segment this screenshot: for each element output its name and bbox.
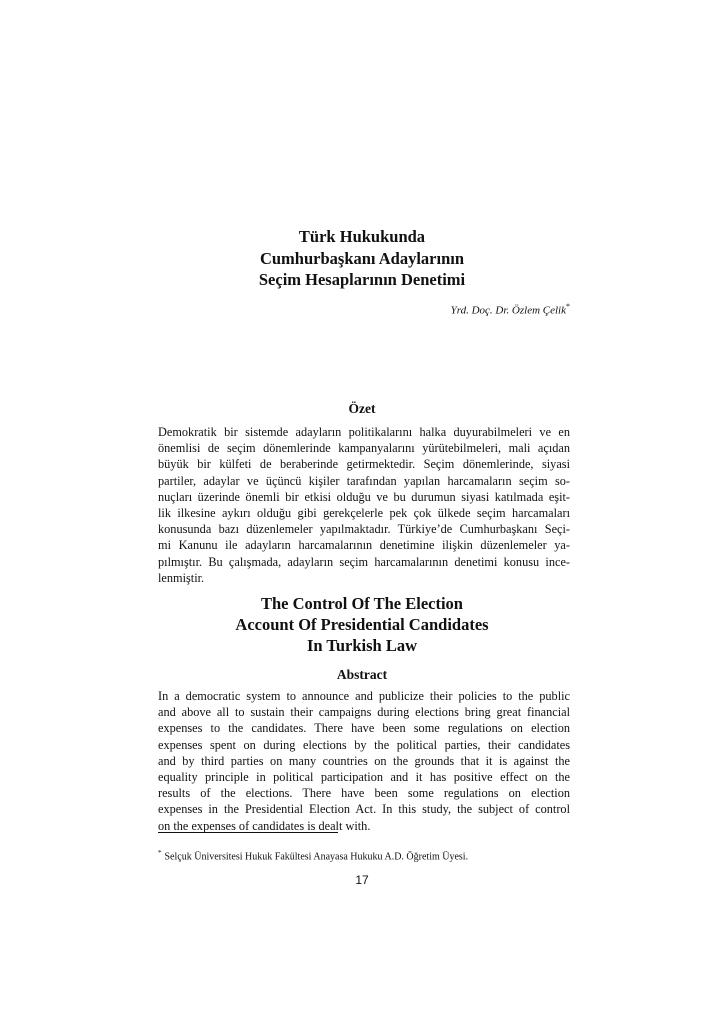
title-line: In Turkish Law bbox=[306, 636, 418, 655]
text-line: expenses in the Presidential Election Act. In this study, the subject of control bbox=[158, 802, 570, 817]
abstract-heading: Abstract bbox=[336, 667, 388, 682]
text-line: and above all to sustain their campaigns during elections bring great financial bbox=[158, 705, 570, 720]
text-line: önemlisi de seçim dönemlerinde kampanyalarını yürütebilmeleri, mali açıdan bbox=[158, 441, 570, 456]
footnote-divider bbox=[158, 832, 338, 833]
abstract-paragraph bbox=[158, 688, 570, 834]
text-line: partiler, adaylar ve üçüncü kişiler tarafından yapılan harcamaların seçim so- bbox=[158, 473, 570, 488]
title-line: Cumhurbaşkanı Adaylarının bbox=[259, 248, 465, 268]
text-line: on the expenses of candidates is dealt with. bbox=[158, 818, 371, 833]
text-line: lik ilkesine aykırı olduğu gibi gerekçelerle pek çok ülkede seçim harcamaları bbox=[158, 506, 570, 521]
footnote bbox=[158, 849, 468, 862]
text-line: pılmıştır. Bu çalışmada, adayların seçim harcamalarının denetimi konusu ince- bbox=[158, 554, 570, 569]
author-footnote-mark[interactable]: * bbox=[566, 302, 570, 311]
title-line: Seçim Hesaplarının Denetimi bbox=[258, 270, 466, 289]
ozet-paragraph bbox=[158, 424, 570, 586]
text-line: expenses to the candidates. There have been some regulations on election bbox=[158, 721, 570, 736]
article-title-turkish bbox=[0, 226, 724, 291]
title-line: Account Of Presidential Candidates bbox=[235, 615, 489, 634]
text-line: results of the elections. There have been some regulations on election bbox=[158, 786, 570, 801]
text-line: equality principle in political participation and it has positive effect on the bbox=[158, 770, 570, 785]
text-line: mi Kanunu ile adayların harcamalarının denetimine ilişkin düzenlemeler ya- bbox=[158, 538, 570, 553]
author-name: Yrd. Doç. Dr. Özlem Çelik bbox=[450, 304, 566, 317]
text-line: lenmiştir. bbox=[158, 570, 205, 585]
title-line: The Control Of The Election bbox=[261, 594, 463, 613]
text-line: nuçları üzerinde önemli bir etkisi olduğu ve bu durumun siyasi katılmada eşit- bbox=[158, 489, 570, 504]
text-line: büyük bir külfeti de beraberinde getirmektedir. Seçim dönemlerinde, siyasi bbox=[158, 457, 570, 472]
title-line: Türk Hukukunda bbox=[298, 227, 426, 246]
author-byline bbox=[451, 302, 570, 317]
text-line: In a democratic system to announce and publicize their policies to the public bbox=[158, 689, 570, 703]
article-title-english bbox=[0, 593, 724, 656]
ozet-heading: Özet bbox=[348, 401, 376, 416]
text-line: Demokratik bir sistemde adayların politikalarını halka duyurabilmeleri ve en bbox=[158, 425, 570, 439]
footnote-mark: * bbox=[158, 849, 162, 857]
text-line: konusunda bazı düzenlemeler yapılmaktadır. Türkiye’de Cumhurbaşkanı Seçi- bbox=[158, 522, 570, 537]
text-line: expenses spent on during elections by the political parties, their candidates bbox=[158, 737, 570, 752]
page-number: 17 bbox=[355, 873, 369, 887]
footnote-text: Selçuk Üniversitesi Hukuk Fakültesi Anayasa Hukuku A.D. Öğretim Üyesi. bbox=[164, 851, 469, 863]
text-line: and by third parties on many countries on the grounds that it is against the bbox=[158, 753, 570, 768]
